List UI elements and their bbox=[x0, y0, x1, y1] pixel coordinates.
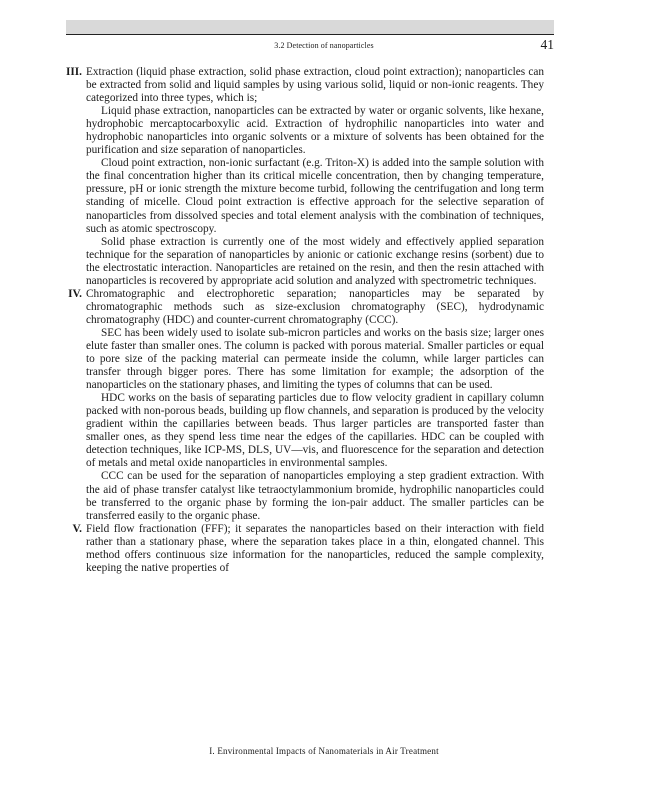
paragraph: Chromatographic and electrophoretic separation; nanoparticles may be separated by chromatographic methods such as size-exclusion chromatography (SEC), hydrodynamic chromatography (HDC) and counter-current chromatography (CCC). bbox=[86, 287, 544, 326]
body-text bbox=[66, 66, 544, 575]
list-item-v bbox=[66, 523, 544, 575]
paragraph: Liquid phase extraction, nanoparticles can be extracted by water or organic solvents, like hexane, hydrophobic mercaptocarboxylic acid. Extraction of hydrophilic nanoparticles into water and hydrophobic nanoparticles into organic solvents or a mixture of solvents has been obtained for the purification and size separation of nanoparticles. bbox=[86, 105, 544, 157]
item-numeral: III. bbox=[65, 66, 82, 78]
running-title: 3.2 Detection of nanoparticles bbox=[274, 41, 374, 50]
header-rule bbox=[66, 34, 554, 35]
item-numeral: IV. bbox=[68, 287, 82, 300]
list-item-iii bbox=[66, 66, 544, 288]
item-numeral: V. bbox=[72, 522, 82, 535]
page-number: 41 bbox=[540, 37, 554, 52]
paragraph: Cloud point extraction, non-ionic surfactant (e.g. Triton-X) is added into the sample solution with the final concentration higher than its critical micelle concentration, then by changing temperature, pressure, pH or ionic strength the mixture become turbid, following the centrifugation and long term standing of micelle. Cloud point extraction is effective approach for the selective separation of nanoparticles from dissolved species and total element analysis with the combination of techniques, such as atomic spectroscopy. bbox=[86, 157, 544, 235]
paragraph: HDC works on the basis of separating particles due to flow velocity gradient in capillary column packed with non-porous beads, building up flow channels, and separation is produced by the velocity gradient within the capillaries between beads. Thus larger particles are transported faster than smaller ones, as they spend less time near the edges of the capillaries. HDC can be coupled with detection techniques, like ICP-MS, DLS, UV—vis, and fluorescence for the separation and detection of metals and metal oxide nanoparticles in environmental samples. bbox=[86, 392, 544, 470]
paragraph: CCC can be used for the separation of nanoparticles employing a step gradient extraction. With the aid of phase transfer catalyst like tetraoctylammonium bromide, hydrophilic nanoparticles could be transferred to the organic phase by forming the ion-pair adduct. The smaller particles can be transferred easily to the organic phase. bbox=[86, 470, 544, 522]
footer-part-title: I. Environmental Impacts of Nanomaterials in Air Treatment bbox=[209, 746, 439, 756]
list-item-iv bbox=[66, 288, 544, 523]
paragraph: SEC has been widely used to isolate sub-micron particles and works on the basis size; larger ones elute faster than smaller ones. The column is packed with porous material. Smaller particles or equal to pore size of the packing material can permeate inside the column, while larger particles can transfer through bigger pores. There has some limitation for example; the adsorption of the nanoparticles on the stationary phases, and limiting the types of columns that can be used. bbox=[86, 326, 544, 392]
paragraph: Solid phase extraction is currently one of the most widely and effectively applied separation technique for the separation of nanoparticles by anionic or cationic exchange resins (sorbent) due to the electrostatic interaction. Nanoparticles are retained on the resin, and then the resin attached with nanoparticles is recovered by appropriate acid solution and analyzed with spectrometric techniques. bbox=[86, 235, 544, 287]
paragraph: Field flow fractionation (FFF); it separates the nanoparticles based on their interaction with field rather than a stationary phase, where the separation takes place in a thin, elongated channel. This method offers continuous size information for the nanoparticles, reduced the sample complexity, keeping the native properties of bbox=[86, 522, 544, 574]
header-band bbox=[66, 20, 554, 34]
paragraph: Extraction (liquid phase extraction, solid phase extraction, cloud point extraction); nanoparticles can be extracted from solid and liquid samples by using various solid, liquid or non-ionic reagents. They categorized into three types, which is; bbox=[86, 66, 544, 105]
